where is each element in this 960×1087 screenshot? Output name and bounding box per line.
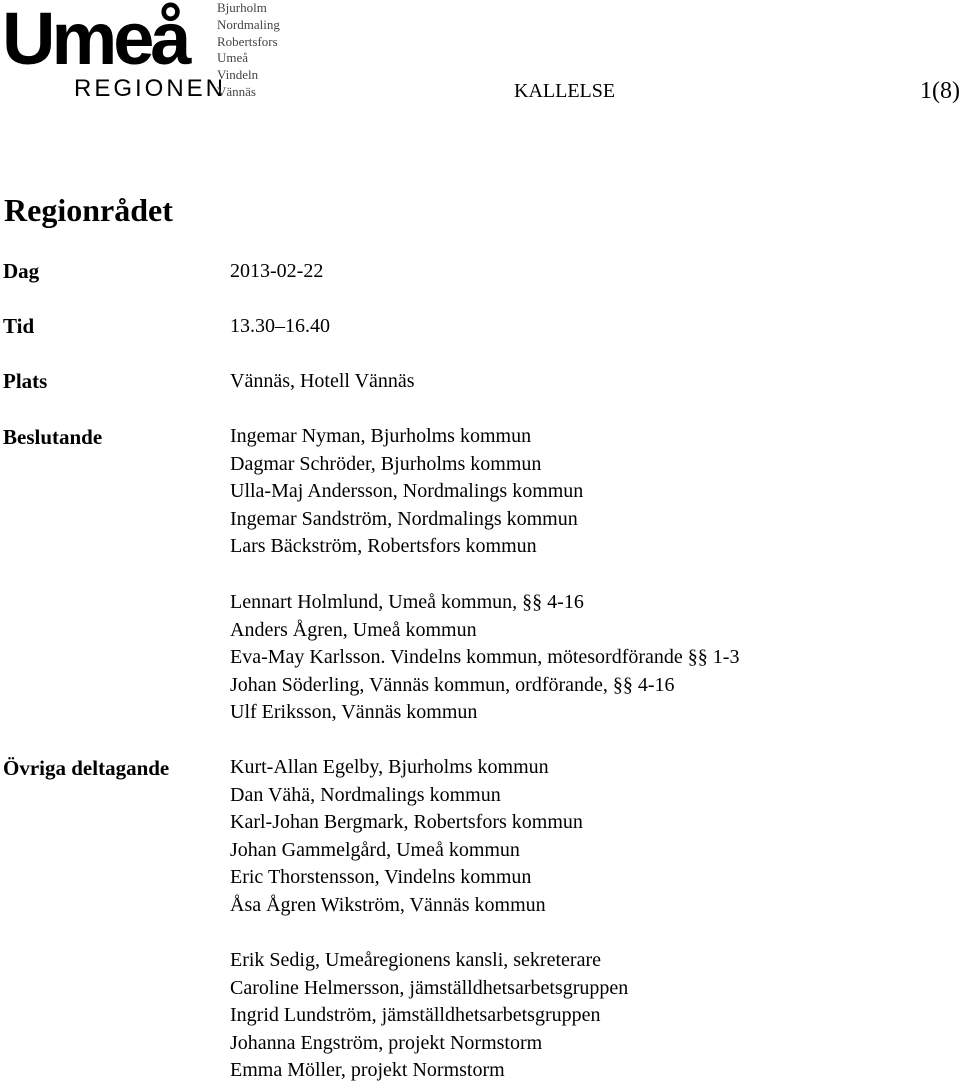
other-participants-label: Övriga deltagande	[3, 756, 170, 780]
time-label: Tid	[3, 314, 35, 338]
list-item: Johan Söderling, Vännäs kommun, ordförande, §§ 4-16	[230, 673, 675, 696]
list-item: Åsa Ågren Wikström, Vännäs kommun	[230, 893, 546, 916]
municipality-item: Umeå	[217, 50, 249, 66]
logo-subtitle: REGIONEN	[74, 75, 227, 102]
decision-makers-label: Beslutande	[3, 425, 103, 449]
list-item: Emma Möller, projekt Normstorm	[230, 1059, 505, 1082]
list-item: Ingemar Nyman, Bjurholms kommun	[230, 425, 532, 447]
list-item: Eva-May Karlsson. Vindelns kommun, mötesordförande §§ 1-3	[230, 646, 740, 669]
page-number: 1(8)	[920, 78, 960, 104]
time-value: 13.30–16.40	[230, 315, 330, 337]
municipality-item: Bjurholm	[217, 0, 267, 15]
list-item: Dagmar Schröder, Bjurholms kommun	[230, 452, 542, 475]
list-item: Lennart Holmlund, Umeå kommun, §§ 4-16	[230, 591, 584, 613]
document-title: Regionrådet	[4, 192, 173, 228]
municipality-list	[217, 0, 280, 101]
list-item: Kurt-Allan Egelby, Bjurholms kommun	[230, 756, 549, 778]
list-item: Caroline Helmersson, jämställdhetsarbetsgruppen	[230, 976, 629, 999]
list-item: Johan Gammelgård, Umeå kommun	[230, 838, 520, 861]
list-item: Anders Ågren, Umeå kommun	[230, 618, 477, 641]
decision-makers-list-2	[230, 589, 739, 727]
municipality-item: Robertsfors	[217, 33, 278, 49]
list-item: Eric Thorstensson, Vindelns kommun	[230, 866, 532, 889]
list-item: Ulf Eriksson, Vännäs kommun	[230, 701, 478, 724]
municipality-item: Vännäs	[217, 83, 256, 99]
list-item: Ingrid Lundström, jämställdhetsarbetsgruppen	[230, 1004, 601, 1027]
place-value: Vännäs, Hotell Vännäs	[230, 370, 415, 392]
list-item: Karl-Johan Bergmark, Robertsfors kommun	[230, 811, 583, 834]
list-item: Johanna Engström, projekt Normstorm	[230, 1031, 543, 1054]
municipality-item: Vindeln	[217, 67, 259, 83]
list-item: Ulla-Maj Andersson, Nordmalings kommun	[230, 480, 584, 503]
list-item: Lars Bäckström, Robertsfors kommun	[230, 535, 537, 558]
list-item: Dan Vähä, Nordmalings kommun	[230, 783, 501, 806]
logo-wordmark: Umeå	[2, 0, 188, 80]
decision-makers-list-1	[230, 423, 583, 561]
list-item: Ingemar Sandström, Nordmalings kommun	[230, 507, 578, 530]
other-participants-list-2	[230, 947, 628, 1085]
place-label: Plats	[3, 369, 48, 393]
umea-regionen-logo	[2, 0, 227, 102]
document-type: KALLELSE	[514, 80, 616, 102]
date-label: Dag	[3, 259, 40, 283]
date-value: 2013-02-22	[230, 260, 324, 282]
other-participants-list-1	[230, 754, 583, 920]
municipality-item: Nordmaling	[217, 16, 280, 32]
list-item: Erik Sedig, Umeåregionens kansli, sekreterare	[230, 949, 601, 971]
